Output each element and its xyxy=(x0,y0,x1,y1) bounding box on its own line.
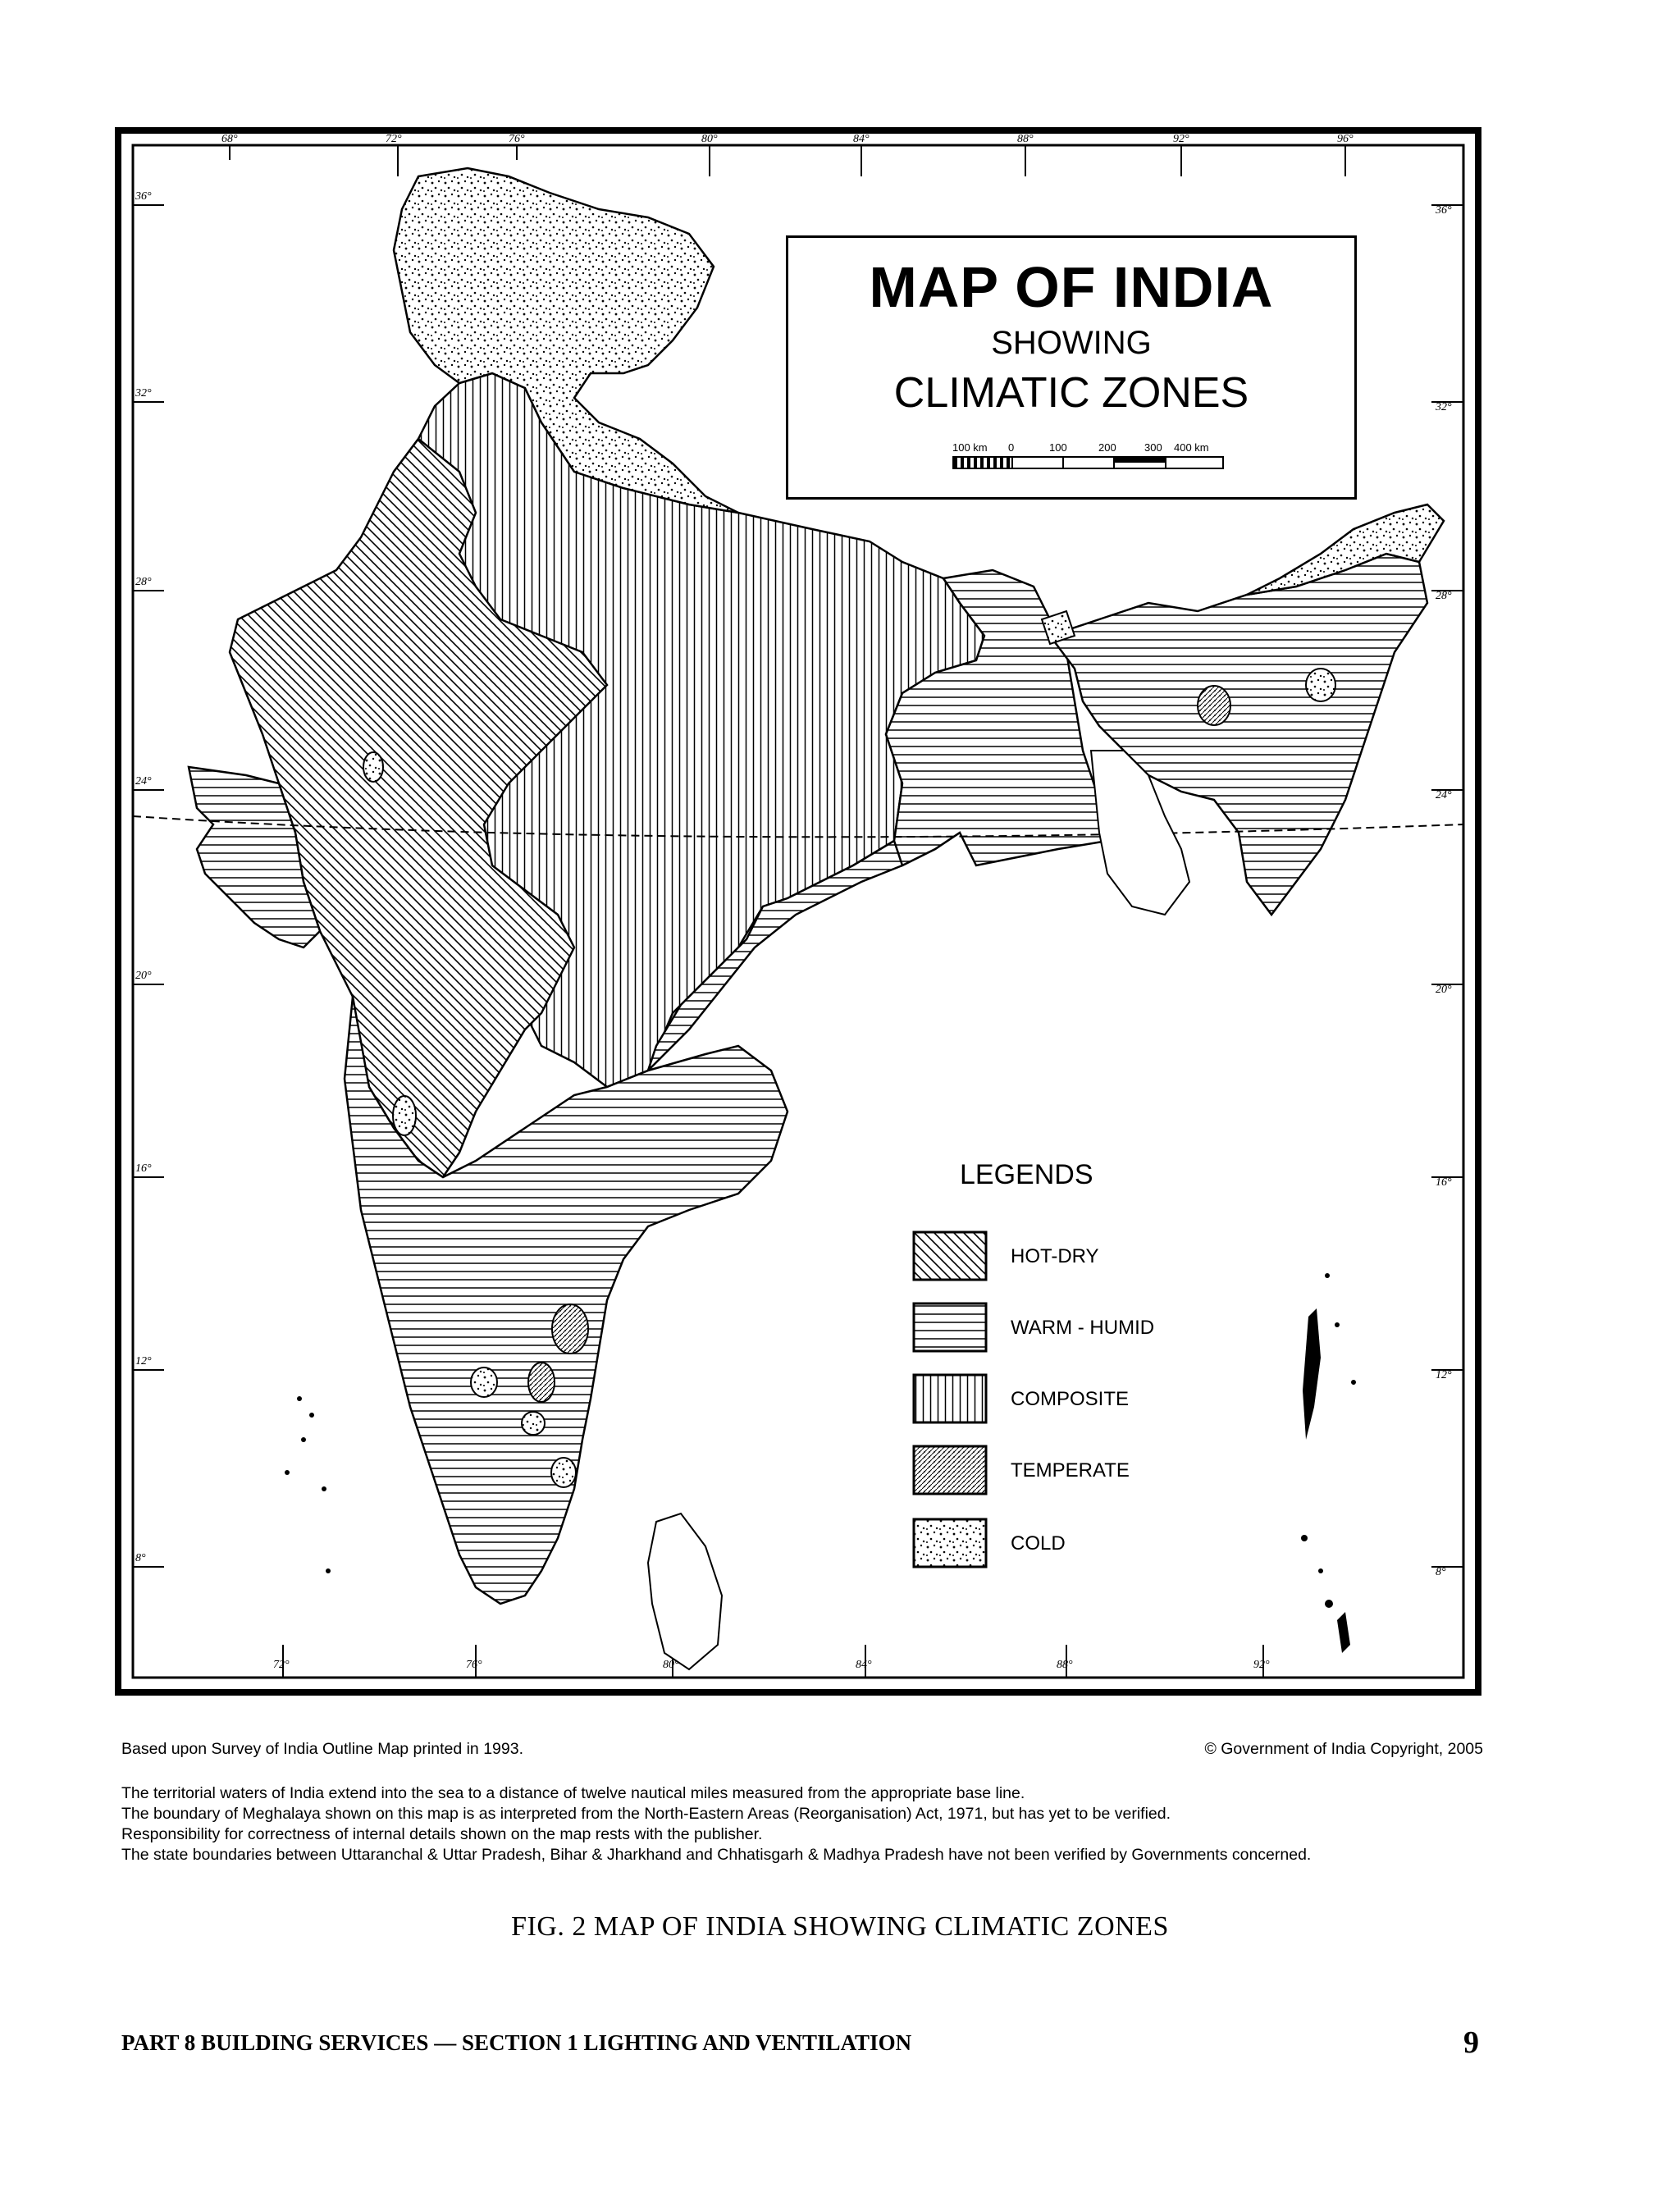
map-frame xyxy=(115,127,1481,1696)
zone-cold-spot xyxy=(522,1412,545,1435)
note-line: The boundary of Meghalaya shown on this map is as interpreted from the North-Eastern Areas (Reorganisation) Act, 1971, but has yet to be verified. xyxy=(121,1805,1171,1823)
lon-label: 88° xyxy=(1057,1659,1073,1671)
legend-label: TEMPERATE xyxy=(1011,1459,1130,1482)
legend-label: COMPOSITE xyxy=(1011,1388,1130,1410)
lon-label: 84° xyxy=(856,1659,872,1671)
zone-temperate-spot xyxy=(528,1363,555,1402)
lat-label: 12° xyxy=(1436,1369,1452,1381)
scale-label: 200 xyxy=(1098,441,1116,454)
lon-label: 80° xyxy=(663,1659,679,1671)
lat-label: 36° xyxy=(1436,204,1452,217)
lon-label: 72° xyxy=(386,133,402,145)
scale-label: 0 xyxy=(1008,441,1015,454)
scale-bar xyxy=(952,441,1223,473)
lat-label: 32° xyxy=(135,387,152,400)
lat-label: 20° xyxy=(135,970,152,982)
lat-label: 16° xyxy=(135,1162,152,1175)
lat-label: 8° xyxy=(1436,1566,1446,1578)
lat-label: 28° xyxy=(1436,590,1452,602)
legend-swatch-warm-humid xyxy=(912,1302,988,1353)
note-line: The state boundaries between Uttaranchal & Uttar Pradesh, Bihar & Jharkhand and Chhatisgarh & Madhya Pradesh have not been verified by Governments concerned. xyxy=(121,1846,1312,1864)
legend-item-composite xyxy=(912,1373,1257,1431)
legend-swatch-cold xyxy=(912,1518,988,1568)
legend-item-hot-dry xyxy=(912,1230,1257,1288)
zone-temperate-spot xyxy=(552,1304,588,1354)
lat-label: 20° xyxy=(1436,984,1452,996)
lat-label: 32° xyxy=(1436,401,1452,413)
scale-label: 100 xyxy=(1049,441,1067,454)
zone-cold-spot xyxy=(471,1367,497,1397)
zone-cold-spot xyxy=(551,1458,576,1487)
lon-label: 88° xyxy=(1017,133,1034,145)
note-line: Responsibility for correctness of internal details shown on the map rests with the publisher. xyxy=(121,1825,763,1843)
notes-header-row xyxy=(121,1739,1483,1764)
lon-label: 76° xyxy=(466,1659,482,1671)
legend-swatch-hot-dry xyxy=(912,1230,988,1281)
lat-label: 36° xyxy=(135,190,152,203)
footer-section-title: PART 8 BUILDING SERVICES — SECTION 1 LIGHTING AND VENTILATION xyxy=(121,2030,912,2055)
legend-swatch-temperate xyxy=(912,1445,988,1495)
zone-cold-spot xyxy=(363,752,383,782)
scale-label: 100 km xyxy=(952,441,988,454)
note-line: The territorial waters of India extend into the sea to a distance of twelve nautical miles measured from the appropriate base line. xyxy=(121,1784,1025,1802)
legend-item-cold xyxy=(912,1518,1257,1575)
map-subtitle-zones: CLIMATIC ZONES xyxy=(893,369,1249,417)
legend-label: HOT-DRY xyxy=(1011,1245,1099,1267)
lat-label: 28° xyxy=(135,576,152,588)
zone-temperate-spot xyxy=(1198,686,1230,725)
map-notes xyxy=(121,1739,1483,1865)
lon-label: 72° xyxy=(273,1659,290,1671)
lat-label: 16° xyxy=(1436,1176,1452,1189)
lon-label: 84° xyxy=(853,133,870,145)
map-title-box xyxy=(786,235,1357,500)
lat-label: 8° xyxy=(135,1552,146,1564)
legend-item-temperate xyxy=(912,1445,1257,1502)
map-subtitle-showing: SHOWING xyxy=(991,325,1152,361)
zone-cold-spot xyxy=(1306,669,1335,701)
lat-label: 12° xyxy=(135,1355,152,1367)
lon-label: 76° xyxy=(509,133,525,145)
scale-label: 300 xyxy=(1144,441,1162,454)
figure-caption: FIG. 2 MAP OF INDIA SHOWING CLIMATIC ZONES xyxy=(511,1911,1169,1942)
lat-label: 24° xyxy=(135,775,152,788)
legend-label: WARM - HUMID xyxy=(1011,1317,1155,1339)
lon-label: 92° xyxy=(1173,133,1189,145)
based-upon-note: Based upon Survey of India Outline Map printed in 1993. xyxy=(121,1740,523,1758)
lon-label: 68° xyxy=(221,133,238,145)
page-number: 9 xyxy=(1463,2025,1479,2060)
lon-label: 80° xyxy=(701,133,718,145)
legend-title: LEGENDS xyxy=(960,1159,1093,1190)
legend-label: COLD xyxy=(1011,1532,1066,1555)
legend-swatch-composite xyxy=(912,1373,988,1424)
lon-label: 96° xyxy=(1337,133,1354,145)
legend-item-warm-humid xyxy=(912,1302,1257,1359)
map-title: MAP OF INDIA xyxy=(869,255,1274,319)
lon-label: 92° xyxy=(1253,1659,1270,1671)
copyright-note: © Government of India Copyright, 2005 xyxy=(1204,1740,1483,1758)
lat-label: 24° xyxy=(1436,789,1452,801)
scale-label: 400 km xyxy=(1174,441,1209,454)
notes-lines xyxy=(121,1783,1483,1865)
zone-cold-spot xyxy=(393,1096,416,1135)
